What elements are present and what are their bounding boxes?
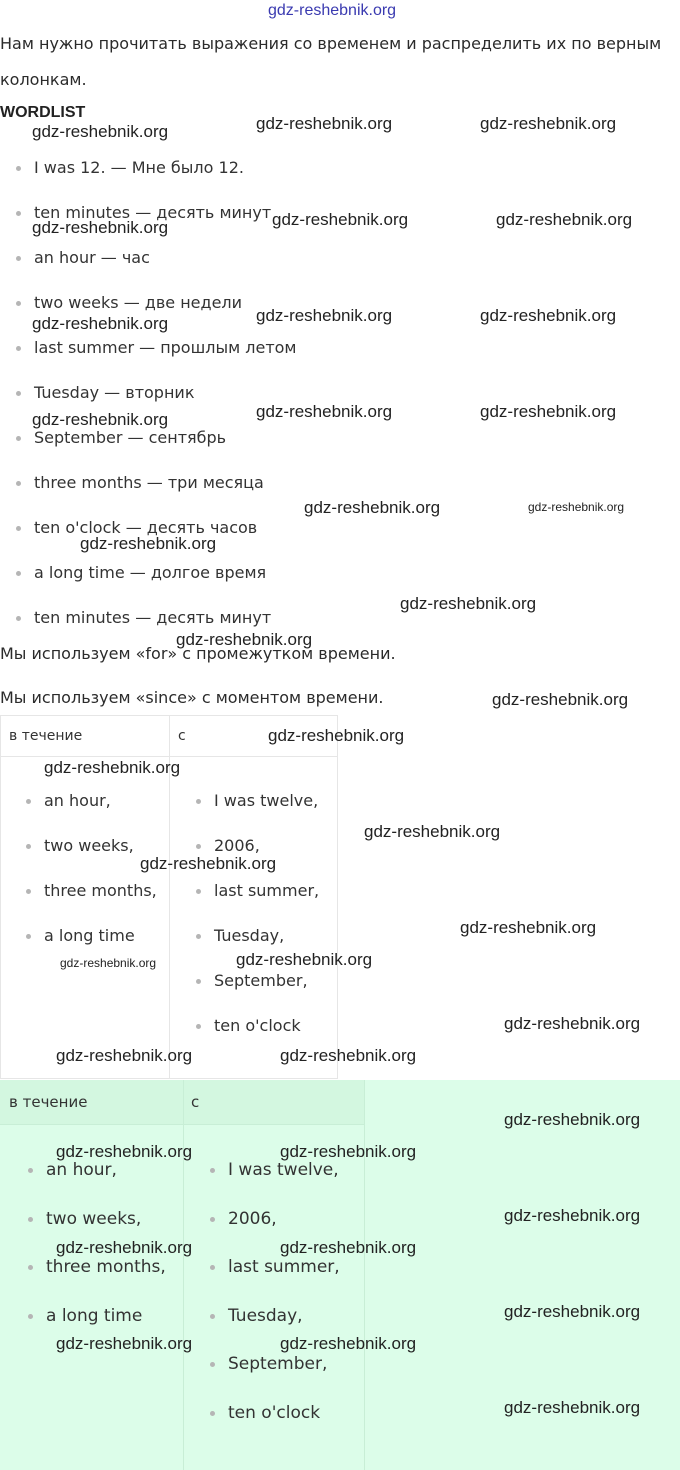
watermark: gdz-reshebnik.org <box>56 1142 193 1161</box>
bullet-icon <box>196 889 201 894</box>
bullet-icon <box>28 1217 33 1222</box>
watermark: gdz-reshebnik.org <box>504 1014 641 1033</box>
bullet-icon <box>26 844 31 849</box>
table-cell-for: two weeks, <box>28 1209 141 1229</box>
list-item: ten minutes — десять минут <box>16 203 271 222</box>
list-item: last summer — прошлым летом <box>16 338 297 357</box>
watermark: gdz-reshebnik.org <box>32 218 169 237</box>
bullet-icon <box>16 391 21 396</box>
bullet-icon <box>28 1168 33 1173</box>
bullet-icon <box>210 1217 215 1222</box>
intro-text-line-2: колонкам. <box>0 70 87 89</box>
bullet-icon <box>26 799 31 804</box>
bullet-icon <box>16 571 21 576</box>
bullet-icon <box>196 979 201 984</box>
watermark: gdz-reshebnik.org <box>272 210 409 229</box>
watermark: gdz-reshebnik.org <box>496 210 633 229</box>
watermark: gdz-reshebnik.org <box>80 534 217 553</box>
watermark: gdz-reshebnik.org <box>176 630 313 649</box>
list-item: ten minutes — десять минут <box>16 608 271 627</box>
table-cell-for: an hour, <box>28 1160 117 1180</box>
bullet-icon <box>16 256 21 261</box>
table-header-for: в течение <box>9 1093 88 1111</box>
watermark: gdz-reshebnik.org <box>400 594 537 613</box>
bullet-icon <box>196 844 201 849</box>
watermark: gdz-reshebnik.org <box>492 690 629 709</box>
bullet-icon <box>28 1265 33 1270</box>
watermark: gdz-reshebnik.org <box>480 114 617 133</box>
list-item: three months — три месяца <box>16 473 264 492</box>
watermark: gdz-reshebnik.org <box>256 114 393 133</box>
intro-text-line-1: Нам нужно прочитать выражения со временем и распределить их по верным <box>0 34 662 53</box>
table-header-since: с <box>178 728 186 744</box>
watermark: gdz-reshebnik.org <box>32 122 169 141</box>
watermark: gdz-reshebnik.org <box>504 1206 641 1225</box>
watermark: gdz-reshebnik.org <box>56 1238 193 1257</box>
watermark: gdz-reshebnik.org <box>504 1398 641 1417</box>
bullet-icon <box>210 1411 215 1416</box>
table-cell-since: September, <box>196 971 308 990</box>
list-item: I was 12. — Мне было 12. <box>16 158 244 177</box>
table-header-for: в течение <box>9 728 83 744</box>
table-cell-since: I was twelve, <box>210 1160 339 1180</box>
table-cell-since: last summer, <box>196 881 319 900</box>
list-item: September — сентябрь <box>16 428 226 447</box>
bullet-icon <box>16 166 21 171</box>
bullet-icon <box>196 934 201 939</box>
table-divider <box>364 1080 365 1470</box>
watermark: gdz-reshebnik.org <box>268 2 397 19</box>
table-header-since: с <box>191 1093 200 1111</box>
watermark: gdz-reshebnik.org <box>256 306 393 325</box>
wordlist-heading: WORDLIST <box>0 104 86 121</box>
bullet-icon <box>16 526 21 531</box>
watermark: gdz-reshebnik.org <box>60 956 157 970</box>
table-cell-since: September, <box>210 1354 327 1374</box>
bullet-icon <box>210 1168 215 1173</box>
watermark: gdz-reshebnik.org <box>140 854 277 873</box>
watermark: gdz-reshebnik.org <box>56 1334 193 1353</box>
watermark: gdz-reshebnik.org <box>256 402 393 421</box>
table-divider <box>183 1080 184 1470</box>
bullet-icon <box>16 481 21 486</box>
watermark: gdz-reshebnik.org <box>268 726 405 745</box>
watermark: gdz-reshebnik.org <box>504 1302 641 1321</box>
watermark: gdz-reshebnik.org <box>280 1142 417 1161</box>
watermark: gdz-reshebnik.org <box>44 758 181 777</box>
bullet-icon <box>26 934 31 939</box>
watermark: gdz-reshebnik.org <box>280 1046 417 1065</box>
watermark: gdz-reshebnik.org <box>528 500 625 514</box>
bullet-icon <box>196 1024 201 1029</box>
bullet-icon <box>196 799 201 804</box>
bullet-icon <box>16 211 21 216</box>
list-item: an hour — час <box>16 248 150 267</box>
bullet-icon <box>210 1265 215 1270</box>
watermark: gdz-reshebnik.org <box>460 918 597 937</box>
bullet-icon <box>210 1362 215 1367</box>
table-cell-for: a long time <box>26 926 135 945</box>
table-cell-since: I was twelve, <box>196 791 318 810</box>
list-item: Tuesday — вторник <box>16 383 194 402</box>
watermark: gdz-reshebnik.org <box>504 1110 641 1129</box>
table-cell-since: ten o'clock <box>210 1403 320 1423</box>
table-cell-since: 2006, <box>210 1209 277 1229</box>
watermark: gdz-reshebnik.org <box>480 306 617 325</box>
watermark: gdz-reshebnik.org <box>280 1238 417 1257</box>
table-cell-since: ten o'clock <box>196 1016 301 1035</box>
watermark: gdz-reshebnik.org <box>32 410 169 429</box>
bullet-icon <box>16 616 21 621</box>
bullet-icon <box>16 346 21 351</box>
table-cell-for: a long time <box>28 1306 142 1326</box>
table-cell-since: Tuesday, <box>210 1306 303 1326</box>
bullet-icon <box>28 1314 33 1319</box>
watermark: gdz-reshebnik.org <box>236 950 373 969</box>
table-cell-for: three months, <box>28 1257 166 1277</box>
watermark: gdz-reshebnik.org <box>480 402 617 421</box>
bullet-icon <box>26 889 31 894</box>
table-divider <box>1 756 337 757</box>
table-cell-since: last summer, <box>210 1257 340 1277</box>
table-cell-for: an hour, <box>26 791 111 810</box>
watermark: gdz-reshebnik.org <box>280 1334 417 1353</box>
bullet-icon <box>16 436 21 441</box>
table-cell-since: Tuesday, <box>196 926 284 945</box>
watermark: gdz-reshebnik.org <box>304 498 441 517</box>
watermark: gdz-reshebnik.org <box>364 822 501 841</box>
rule-since-text: Мы используем «since» с моментом времени. <box>0 688 384 707</box>
table-cell-for: three months, <box>26 881 157 900</box>
list-item: a long time — долгое время <box>16 563 266 582</box>
bullet-icon <box>16 301 21 306</box>
rule-for-text: Мы используем «for» с промежутком времени. <box>0 644 396 663</box>
list-item: two weeks — две недели <box>16 293 242 312</box>
watermark: gdz-reshebnik.org <box>56 1046 193 1065</box>
bullet-icon <box>210 1314 215 1319</box>
table-cell-for: two weeks, <box>26 836 134 855</box>
list-item: ten o'clock — десять часов <box>16 518 257 537</box>
table-cell-since: 2006, <box>196 836 260 855</box>
watermark: gdz-reshebnik.org <box>32 314 169 333</box>
